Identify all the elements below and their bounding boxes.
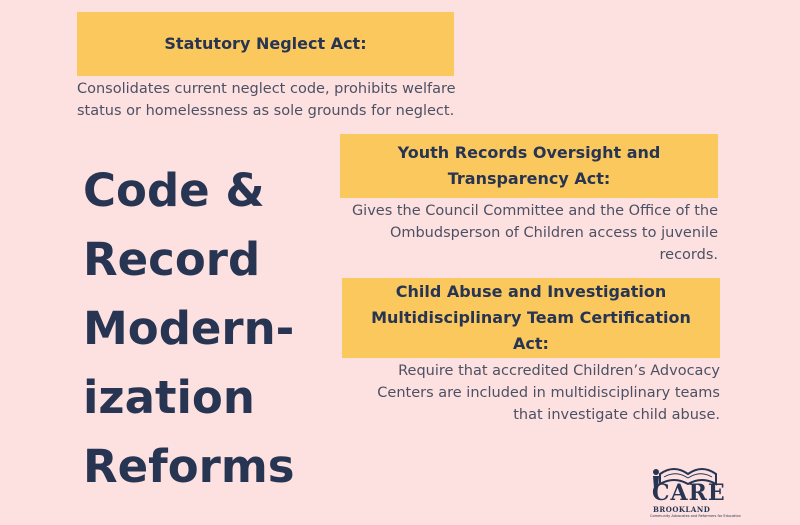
act-3-description: Require that accredited Children’s Advocacy Centers are included in multidisciplinary teams that investigate child abuse. <box>377 363 720 423</box>
act-2-title: Youth Records Oversight and Transparency Act: <box>397 143 661 188</box>
act-1-title-box <box>77 12 454 76</box>
logo-tagline: Community Advocates and Reformers for Education <box>650 514 741 518</box>
logo-name: CARE <box>652 480 726 506</box>
logo-subname: BROOKLAND <box>653 505 711 514</box>
page-heading: Code & Record Modern- ization Reforms <box>83 164 295 493</box>
act-2-description: Gives the Council Committee and the Office of the Ombudsperson of Children access to juvenile records. <box>351 203 718 263</box>
act-2-title-box <box>340 134 718 198</box>
act-1-description: Consolidates current neglect code, prohibits welfare status or homelessness as sole grounds for neglect. <box>77 81 456 119</box>
act-3-title-box <box>342 278 720 358</box>
act-3-title: Child Abuse and Investigation Multidisciplinary Team Certification Act: <box>371 282 691 353</box>
act-1-title: Statutory Neglect Act: <box>164 34 367 53</box>
